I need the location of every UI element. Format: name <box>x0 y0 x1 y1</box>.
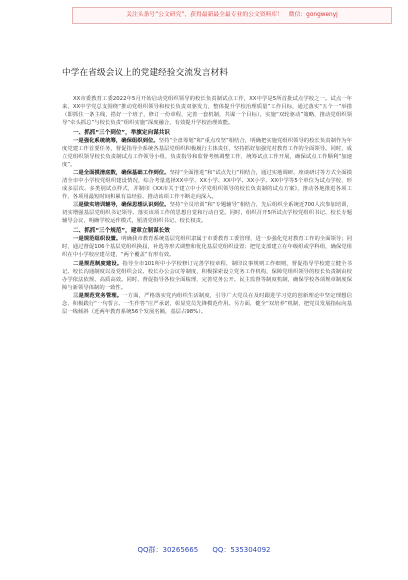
paragraph-lead: 二是全面摸清底数，确保基础工作到位。 <box>73 170 170 177</box>
paragraph-lead: 三是规范党务管理。 <box>73 292 123 299</box>
section-heading-1: 一、抓抓“三个到位”，举旗定向谋共识 <box>73 129 170 136</box>
section-heading-2: 二、抓抓“三个规范”，建章立制谋长效 <box>73 228 170 235</box>
intro-paragraph: XX市委教育工委2022年5月开始启动党组织领导的校长负责制试点工作，XX中学是5所首批试点学校之一。试点一年来，XX中学党总支围绕“推动党组织领导和校长负责双驱发力，整体提升学校治理质量”工作目标，通过落实“五个一”举措（即抓住一条主线，搭好一个班子，修订一份章程，完善一套机制，共谋一个目标），实施“双轮驱动”策略，推动党组织领导“牵头抓总”与校长负责“组织实施”深度融合，有效提升学校治理效能。 <box>62 96 352 126</box>
paragraph-1-1: 一是强化系统统筹，确保组织到位。坚持“全盘筹划”和“重点攻坚”相结合，明确把实施党组织领导的校长负责制作为年度党建工作首要任务，督促指导全系统各基层党组织积极履行主体责任，坚持抓好加强党对教育工作的全面领导。同时，成立党组织领导校长负责制试点工作领导小组，负责指导和监督考核调整工作，统筹试点工作开展，确保试点工作顺利“加速度”。 <box>62 137 353 168</box>
contact-footer <box>0 545 408 555</box>
paragraph-2-2: 二是规范制度建设。指导全市101所中小学校修订完善学校章程，制印议事规则工作细则，督促指导学校建立健全书记、校长沟通制度以及党组织会议、校长办公会议等制度，积极探索设立党务工作机构，保障党组织领导的校长负责制由校办学依法依规、高质高效。同时，督促指导各校全面梳理，完善党务公开、民主监督等制度机制，确保学校各项规章制度保障与新领导体制的一致性。 <box>62 260 352 291</box>
qq-group: QQ群：30265665 <box>137 546 199 554</box>
document-title: 中学在省级会议上的党建经验交流发言材料 <box>62 68 229 78</box>
paragraph-lead: 一是强化系统统筹，确保组织到位。 <box>73 137 159 144</box>
promo-banner[interactable] <box>72 7 392 24</box>
qq-number: QQ：535304092 <box>212 546 271 554</box>
paragraph-lead: 二是规范制度建设。 <box>73 260 123 267</box>
paragraph-1-3: 三是做实培训辅导，确保思想认识到位。坚持“全员培训”和“专题辅导”相结合，先后组织全系统近700人次参加培训，切实增强基层党组织书记领导、落实该项工作的思想自觉和行动自觉。同时，组织召开5所试点学校党组织书记、校长专题辅导会议，明确学校运作模式，厘清党组织书记、校长权责。 <box>62 202 352 225</box>
promo-banner-text: 关注头条号“公文研究”，获得最新最全最专业的公文资料库！ <box>126 12 283 18</box>
paragraph-lead: 三是做实培训辅导，确保思想认识到位。 <box>73 202 170 209</box>
paragraph-1-2: 二是全面摸清底数，确保基础工作到位。坚持“全面推进”和“试点先行”相结合，通过实地调研、座谈研讨等方式全面摸清全市中小学校党组织建设情况，综合考量选择XX中学、XX小学、XX中学、XX小学、XX中学等5个单位为试点学校，形成多层次、多类别试点样式，并制印《XX市关于建立中小学党组织领导的校长负责制的试点方案》，推动各地推进各项工作，各项用最短时间积累有益经验、推动该项工作不断走向深入。 <box>62 170 352 200</box>
wechat-id: 微信：gongwenyj <box>288 12 338 18</box>
paragraph-2-3: 三是规范党务管理。一方面，严格落实党内组织生活制度，引导广大党员在及时跟进学习党的创新理论中坚定理想信念，积极践行“一句誓言、一生作答”庄严承诺，彰显党员先锋模范作用。另方面，健全“双培养”机制，把党员发展指标向基层一线倾斜（近两年教育系统56个发展名额，基层占98%）。 <box>62 292 353 315</box>
paragraph-lead: 一是规范组织设置。 <box>73 236 122 243</box>
document-body <box>62 96 352 317</box>
paragraph-2-1: 一是规范组织设置。明确我市教育系统基层党组织隶属于市委教育工委管理，进一步强化党对教育工作的全面领导；同时，通过督促106个基层党组织换届，补选等形式调整和优化基层党组织设置；把党支部建立在年级组或学科组，确保党组织在中小学校应建尽建，“两个覆盖”有形有效。 <box>62 236 353 259</box>
